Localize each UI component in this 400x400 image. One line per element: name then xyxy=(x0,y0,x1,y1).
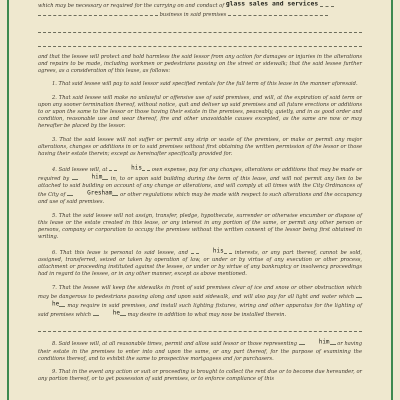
clause-3: 3. That the said lessee will not suffer or permit any strip or waste of the premises, or make or permit any major alterations, changes or additions in or to said premises without first obtaining the written permission of the lessor or those having their estate therein; except as hereinafter specifically provided for. xyxy=(38,137,362,158)
clause-6: 6. That this lease is personal to said lessee, and his interests, or any part thereof, cannot be sold, assigned, transferred, seized or taken by operation of law, or under or by virtue of any execution or other process, attachment or proceeding instituted against the lessee, or under or by virtue of any bankruptcy or insolvency proceedings had in regard to the lessee, or in any other manner, except as above mentioned. xyxy=(38,247,363,277)
typed-his: his xyxy=(131,164,142,172)
lease-text-column xyxy=(38,0,362,390)
clause-9: 9. That in the event any action or suit or proceeding is brought to collect the rent due or to become due hereunder, or any portion thereof, or to get possession of said premises, or to enforce compliance of this xyxy=(38,369,362,383)
paragraph-protect: and that the lessee will protect and hold harmless the said lessor from any action for damages or injuries in the alterations and repairs to be made, including workmen or pedestrians passing on the street or sidewalk; that the said lessee further agrees, as a consideration of this lease, as follows: xyxy=(38,53,362,74)
clause-2: 2. That said lessee will make no unlawful or offensive use of said premises, and will, at the expiration of said term or upon any sooner termination thereof, without notice, quit and deliver up said premises and all future erections or additions to or upon the same to the lessor or those having their estate in the premises, peaceably, quietly, and in as good order and condition, reasonable use and wear thereof, fire and other unavoidable causes excepted, as the same are now or may hereafter be placed by the lessor. xyxy=(38,95,362,130)
typed-he: he xyxy=(112,309,120,317)
blank-line xyxy=(38,26,362,33)
clause-4: 4. Said lessee will, at his own expense, pay for any changes, alterations or additions that may be made or required by him in, to or upon said building during the term of this lease, and will not permit any lien to be attached to said building on account of any change or alterations, and will comply at all times with the City Ordinances of the City of Gresham or other regulations which may be made with respect to such alterations and the occupancy and use of said premises. xyxy=(38,164,363,206)
left-green-border xyxy=(7,0,9,400)
right-green-border xyxy=(391,0,393,400)
typed-his: his xyxy=(212,247,224,255)
blank-line xyxy=(38,40,362,47)
typed-him: him xyxy=(318,338,330,346)
clause-1: 1. That said lessee will pay to said lessor said specified rentals for the full term of this lease in the manner aforesaid. xyxy=(52,81,358,88)
clause-5: 5. That the said lessee will not assign, transfer, pledge, hypothecate, surrender or otherwise encumber or dispose of this lease or the estate created in this lease, or any interest in any portion of the same, or permit any other person or persons, company or corporation to occupy the premises without the written consent of the lessor being first obtained in writing. xyxy=(38,212,362,241)
typed-him: him xyxy=(91,173,103,181)
blank-line xyxy=(38,325,362,332)
typed-city: Gresham xyxy=(87,189,113,197)
clause-7: 7. That the lessee will keep the sidewalks in front of said premises clear of ice and snow or other obstruction which may be dangerous to pedestrians passing along and upon said sidewalk, and will also pay for all light and water which he may require in said premises, and install such lighting fixtures, wiring and other apparatus for the lighting of said premises which he may desire in addition to what may now be installed therein. xyxy=(38,284,363,318)
typed-he: he xyxy=(52,300,60,308)
clause-8: 8. Said lessee will, at all reasonable times, permit and allow said lessor or those representing him or having their estate in the premises to enter into and upon the same, or any part thereof, for the purpose of examining the conditions thereof, and to exhibit the same to prospective mortgagees and /or purchasers. xyxy=(38,338,362,362)
paragraph-intro: which may be necessary or required for the carrying on and conduct of glass sales and services business in said premises xyxy=(38,1,362,19)
typed-business-type: glass sales and services xyxy=(225,0,319,8)
